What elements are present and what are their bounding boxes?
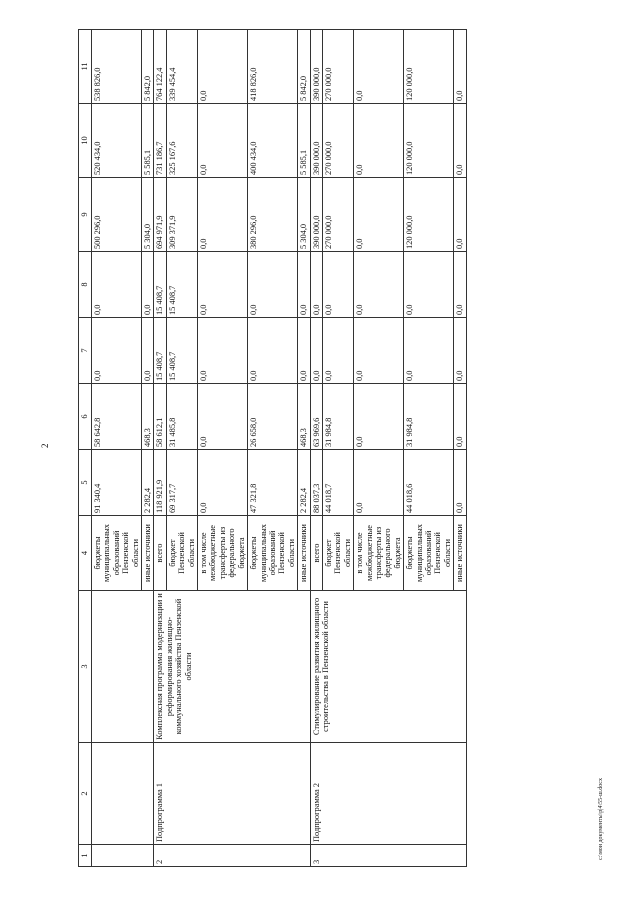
- value-cell: 88 037,3: [310, 450, 322, 516]
- value-cell: 26 658,0: [248, 384, 298, 450]
- column-number-row: [79, 30, 92, 867]
- value-cell: 764 122,4: [154, 30, 166, 104]
- value-cell: 120 000,0: [404, 30, 454, 104]
- table-row: [154, 30, 166, 867]
- subprogram-title-cell: Комплексная программа модернизации и реформирования жилищно-коммунального хозяйства Пензенской области: [154, 591, 310, 743]
- value-cell: 118 921,9: [154, 450, 166, 516]
- value-cell: 380 296,0: [248, 178, 298, 252]
- value-cell: 0,0: [142, 252, 154, 318]
- value-cell: 468,3: [142, 384, 154, 450]
- file-path-footer: c:\мои документы\р|4\55-ш.docx: [598, 778, 604, 860]
- value-cell: 5 842,0: [298, 30, 310, 104]
- value-cell: 0,0: [298, 318, 310, 384]
- value-cell: 15 408,7: [166, 252, 197, 318]
- value-cell: 0,0: [354, 178, 404, 252]
- value-cell: 0,0: [404, 318, 454, 384]
- empty-cell: [92, 743, 154, 845]
- funding-source-cell: бюджеты муниципальных образований Пензенской области: [92, 516, 142, 591]
- funding-source-cell: в том числе межбюджетные трансферты из федерального бюджета: [354, 516, 404, 591]
- value-cell: 694 971,9: [154, 178, 166, 252]
- budget-table: [78, 29, 467, 867]
- value-cell: 58 612,1: [154, 384, 166, 450]
- value-cell: 418 826,0: [248, 30, 298, 104]
- value-cell: 15 408,7: [154, 318, 166, 384]
- value-cell: 0,0: [322, 318, 353, 384]
- value-cell: 5 585,1: [142, 104, 154, 178]
- column-number-cell: 3: [79, 591, 92, 743]
- value-cell: 520 434,0: [92, 104, 142, 178]
- value-cell: 0,0: [322, 252, 353, 318]
- value-cell: 0,0: [354, 30, 404, 104]
- value-cell: 0,0: [354, 384, 404, 450]
- column-number-cell: 11: [79, 30, 92, 104]
- empty-cell: [92, 591, 154, 743]
- value-cell: 0,0: [248, 252, 298, 318]
- subprogram-name-cell: Подпрограмма 2: [310, 743, 466, 845]
- value-cell: 0,0: [198, 384, 248, 450]
- value-cell: 0,0: [248, 318, 298, 384]
- column-number-cell: 7: [79, 318, 92, 384]
- value-cell: 339 454,4: [166, 30, 197, 104]
- column-number-cell: 6: [79, 384, 92, 450]
- row-number-cell: 3: [310, 845, 466, 867]
- column-number-cell: 10: [79, 104, 92, 178]
- value-cell: 63 969,6: [310, 384, 322, 450]
- value-cell: 390 000,0: [310, 104, 322, 178]
- value-cell: 0,0: [354, 252, 404, 318]
- value-cell: 5 585,1: [298, 104, 310, 178]
- value-cell: 0,0: [298, 252, 310, 318]
- value-cell: 0,0: [198, 252, 248, 318]
- value-cell: 0,0: [454, 384, 466, 450]
- value-cell: 0,0: [92, 252, 142, 318]
- value-cell: 0,0: [198, 30, 248, 104]
- value-cell: 538 826,0: [92, 30, 142, 104]
- value-cell: 44 018,6: [404, 450, 454, 516]
- value-cell: 390 000,0: [310, 178, 322, 252]
- value-cell: 0,0: [198, 178, 248, 252]
- value-cell: 69 317,7: [166, 450, 197, 516]
- value-cell: 31 984,8: [322, 384, 353, 450]
- budget-table-wrapper: [78, 30, 583, 867]
- value-cell: 0,0: [454, 30, 466, 104]
- value-cell: 31 485,8: [166, 384, 197, 450]
- column-number-cell: 9: [79, 178, 92, 252]
- value-cell: 44 018,7: [322, 450, 353, 516]
- value-cell: 0,0: [354, 450, 404, 516]
- row-number-cell: 2: [154, 845, 310, 867]
- empty-cell: [92, 845, 154, 867]
- funding-source-cell: в том числе межбюджетные трансферты из федерального бюджета: [198, 516, 248, 591]
- value-cell: 468,3: [298, 384, 310, 450]
- value-cell: 390 000,0: [310, 30, 322, 104]
- value-cell: 120 000,0: [404, 104, 454, 178]
- page-number: 2: [40, 443, 50, 448]
- value-cell: 0,0: [404, 252, 454, 318]
- value-cell: 0,0: [454, 252, 466, 318]
- funding-source-cell: бюджеты муниципальных образований Пензенской области: [248, 516, 298, 591]
- value-cell: 0,0: [454, 318, 466, 384]
- funding-source-cell: всего: [154, 516, 166, 591]
- value-cell: 0,0: [354, 104, 404, 178]
- table-body: [79, 30, 467, 867]
- subprogram-title-cell: Стимулирование развития жилищного строительства в Пензенской области: [310, 591, 466, 743]
- value-cell: 0,0: [198, 318, 248, 384]
- value-cell: 120 000,0: [404, 178, 454, 252]
- value-cell: 0,0: [454, 450, 466, 516]
- funding-source-cell: иные источники: [454, 516, 466, 591]
- funding-source-cell: иные источники: [298, 516, 310, 591]
- value-cell: 91 340,4: [92, 450, 142, 516]
- value-cell: 2 282,4: [142, 450, 154, 516]
- value-cell: 58 642,8: [92, 384, 142, 450]
- value-cell: 15 408,7: [154, 252, 166, 318]
- value-cell: 0,0: [310, 318, 322, 384]
- value-cell: 31 984,8: [404, 384, 454, 450]
- value-cell: 731 186,7: [154, 104, 166, 178]
- value-cell: 15 408,7: [166, 318, 197, 384]
- value-cell: 270 000,0: [322, 178, 353, 252]
- value-cell: 270 000,0: [322, 104, 353, 178]
- value-cell: 0,0: [354, 318, 404, 384]
- column-number-cell: 2: [79, 743, 92, 845]
- value-cell: 5 304,0: [298, 178, 310, 252]
- funding-source-cell: бюджет Пензенской области: [166, 516, 197, 591]
- value-cell: 0,0: [454, 178, 466, 252]
- column-number-cell: 8: [79, 252, 92, 318]
- value-cell: 47 321,8: [248, 450, 298, 516]
- funding-source-cell: бюджеты муниципальных образований Пензенской области: [404, 516, 454, 591]
- value-cell: 5 842,0: [142, 30, 154, 104]
- value-cell: 500 296,0: [92, 178, 142, 252]
- value-cell: 0,0: [142, 318, 154, 384]
- value-cell: 5 304,0: [142, 178, 154, 252]
- value-cell: 0,0: [198, 104, 248, 178]
- subprogram-name-cell: Подпрограмма 1: [154, 743, 310, 845]
- value-cell: 0,0: [454, 104, 466, 178]
- value-cell: 2 282,4: [298, 450, 310, 516]
- funding-source-cell: всего: [310, 516, 322, 591]
- value-cell: 309 371,9: [166, 178, 197, 252]
- value-cell: 270 000,0: [322, 30, 353, 104]
- column-number-cell: 4: [79, 516, 92, 591]
- table-row: [92, 30, 142, 867]
- funding-source-cell: бюджет Пензенской области: [322, 516, 353, 591]
- funding-source-cell: иные источники: [142, 516, 154, 591]
- table-row: [310, 30, 322, 867]
- column-number-cell: 5: [79, 450, 92, 516]
- column-number-cell: 1: [79, 845, 92, 867]
- value-cell: 325 167,6: [166, 104, 197, 178]
- value-cell: 0,0: [92, 318, 142, 384]
- value-cell: 0,0: [198, 450, 248, 516]
- value-cell: 400 434,0: [248, 104, 298, 178]
- value-cell: 0,0: [310, 252, 322, 318]
